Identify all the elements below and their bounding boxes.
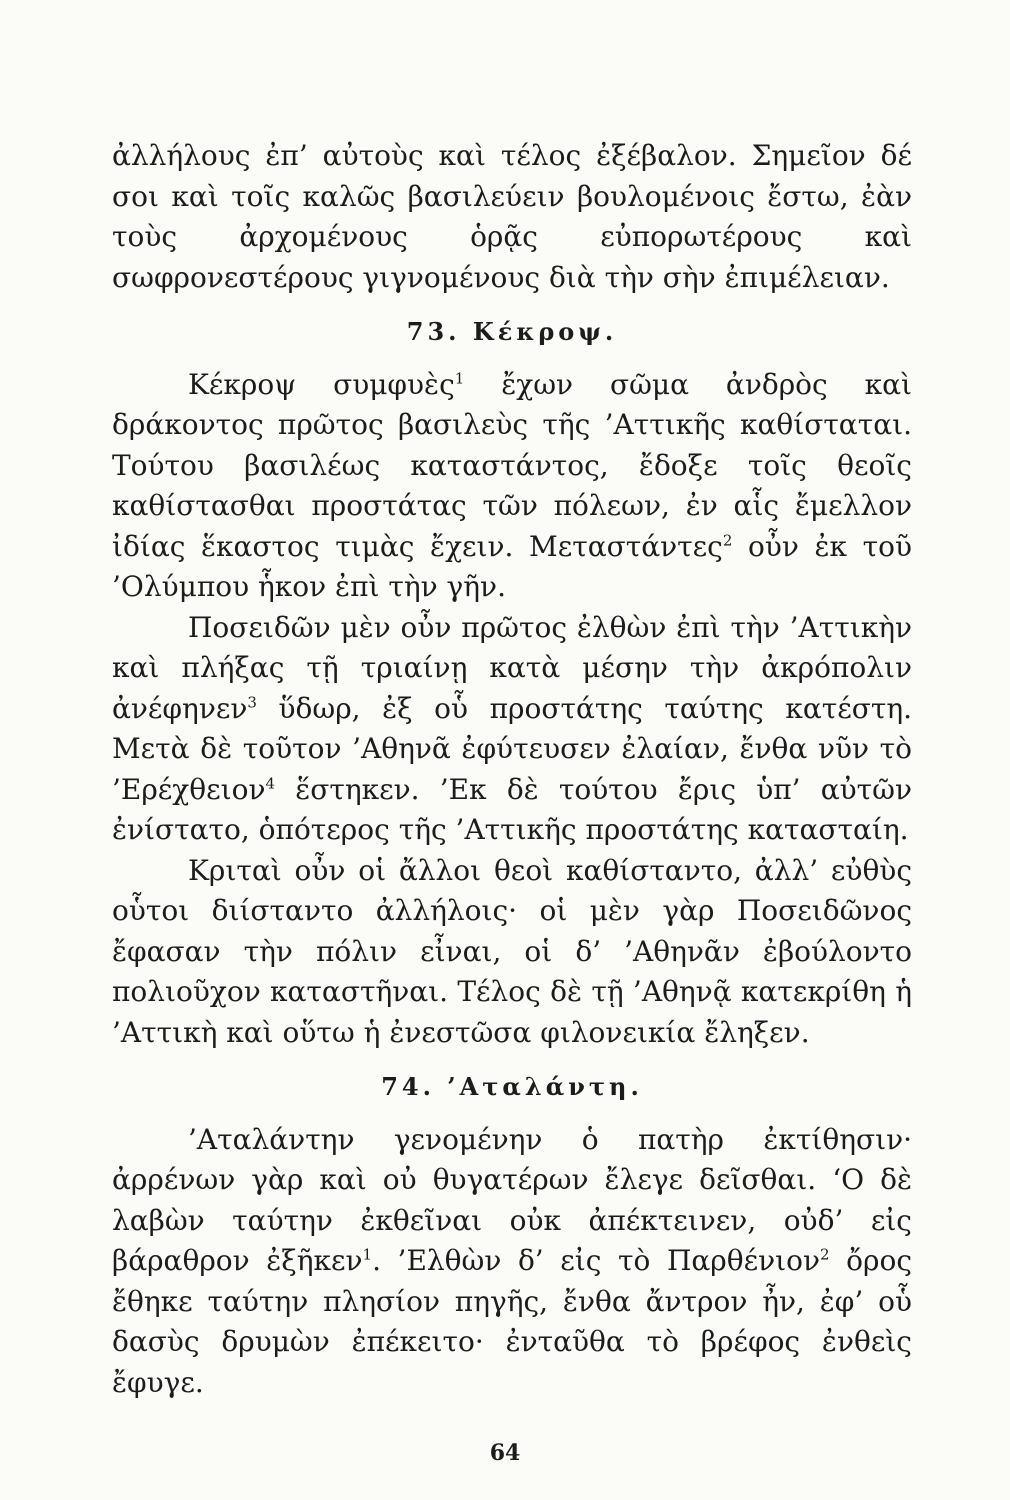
footnote-marker: 2 [820, 1245, 830, 1264]
paragraph-kekrops: Κέκροψ συμφυὲς$^1$ ἔχων σῶμα ἀνδρὸς καὶ δράκοντος πρῶτος βασιλεὺς τῆς ’Αττικῆς καθίσταται. Τούτου βασιλέως καταστάντος, ἔδοξε τοῖς θεοῖς καθίστασθαι προστάτας τῶν πόλεων, ἐν αἷς ἔμελλον ἰδίας ἕκαστος τιμὰς ἔχειν. Μεταστάντες$^2$ οὖν ἐκ τοῦ ’Ολύμπου ἧκον ἐπὶ τὴν γῆν. [112, 367, 913, 603]
footnote-marker: 4 [265, 774, 276, 793]
page-text [112, 136, 912, 1403]
footnote-marker: 1 [454, 369, 465, 388]
paragraph-judges: Κριταὶ οὖν οἱ ἄλλοι θεοὶ καθίσταντο, ἀλλ’ εὐθὺς οὗτοι διίσταντο ἀλλήλοις· οἱ μὲν γὰρ Ποσειδῶνος ἔφασαν τὴν πόλιν εἶναι, οἱ δ’ ’Αθηνᾶν ἐβούλοντο πολιοῦχον καταστῆναι. Τέλος δὲ τῇ ’Αθηνᾷ κατεκρίθη ἡ ’Αττικὴ καὶ οὕτω ἡ ἐνεστῶσα φιλονεικία ἔληξεν. [112, 853, 912, 1049]
footnote-marker: 3 [247, 693, 257, 712]
paragraph-atalante: ’Αταλάντην γενομένην ὁ πατὴρ ἐκτίθησιν· ἀρρένων γὰρ καὶ οὐ θυγατέρων ἔλεγε δεῖσθαι. ‘Ο δὲ λαβὼν ταύτην ἐκθεῖναι οὐκ ἀπέκτεινεν, οὐδ’ εἰς βάραθρον ἐξῆκεν$^1$. ’Ελθὼν δ’ εἰς τὸ Παρθένιον$^2$ ὄρος ἔθηκε ταύτην πλησίον πηγῆς, ἔνθα ἄντρον ἦν, ἐφ’ οὗ δασὺς δρυμὼν ἐπέκειτο· ἐνταῦθα τὸ βρέφος ἐνθεὶς ἔφυγε. [112, 1122, 913, 1399]
page-number: 64 [489, 1440, 521, 1466]
footnote-marker: 2 [722, 531, 733, 550]
section-heading-73: 73. Κέκροψ. [406, 317, 618, 346]
paragraph-poseidon: Ποσειδῶν μὲν οὖν πρῶτος ἐλθὼν ἐπὶ τὴν ’Αττικὴν καὶ πλήξας τῇ τριαίνῃ κατὰ μέσην τὴν ἀκρόπολιν ἀνέφηνεν$^3$ ὕδωρ, ἐξ οὗ προστάτης ταύτης κατέστη. Μετὰ δὲ τοῦτον ’Αθηνᾶ ἐφύτευσεν ἐλαίαν, ἔνθα νῦν τὸ ’Ερέχθειον$^4$ ἕστηκεν. ’Εκ δὲ τούτου ἔρις ὑπ’ αὐτῶν ἐνίστατο, ὁπότερος τῆς ’Αττικῆς προστάτης κατασταίη. [112, 610, 912, 846]
footnote-marker: 1 [362, 1245, 373, 1264]
paragraph-intro: ἀλλήλους ἐπ’ αὐτοὺς καὶ τέλος ἐξέβαλον. Σημεῖον δέ σοι καὶ τοῖς καλῶς βασιλεύειν βουλομένοις ἔστω, ἐὰν τοὺς ἀρχομένους ὁρᾷς εὐπορωτέρους καὶ σωφρονεστέρους γιγνομένους διὰ τὴν σὴν ἐπιμέλειαν. [112, 139, 912, 294]
section-heading-74: 74. ’Αταλάντη. [381, 1072, 643, 1101]
